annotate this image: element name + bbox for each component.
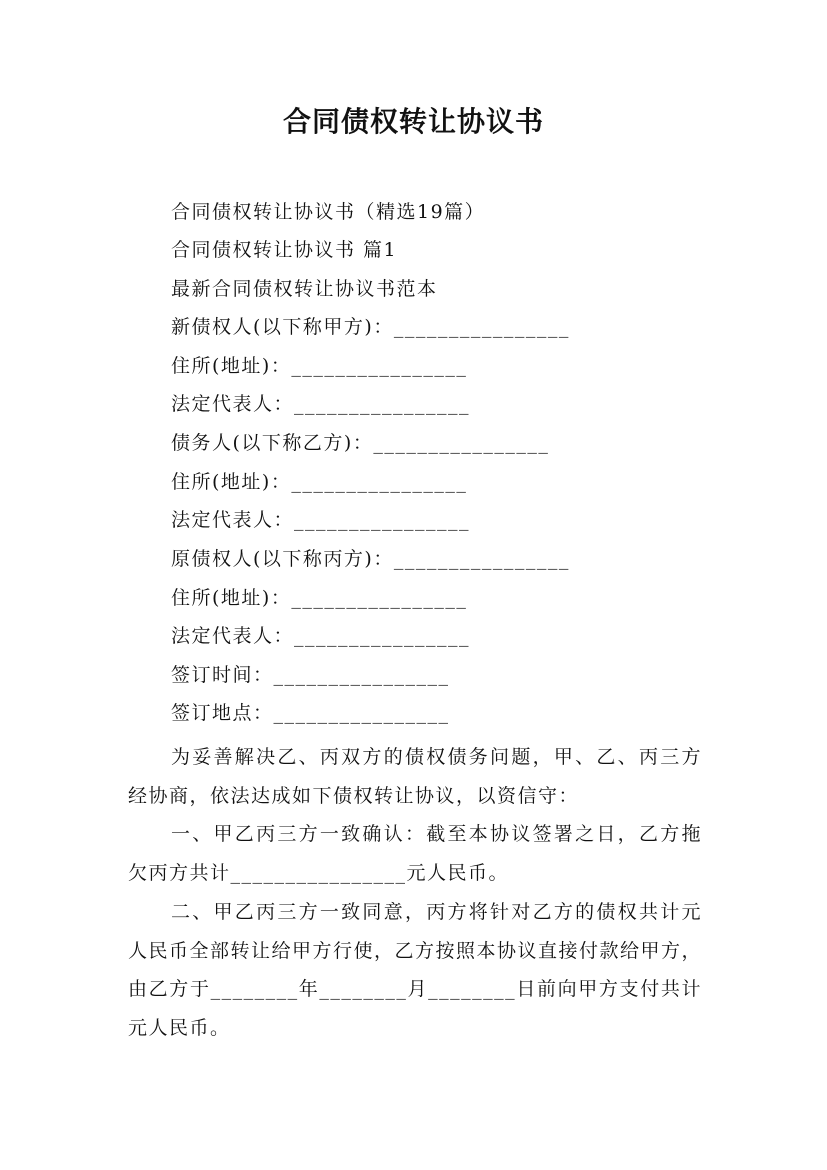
field-signing-place	[171, 701, 450, 725]
fill-blank: ________________	[291, 471, 468, 493]
field-label: 原债权人(以下称丙方)：	[171, 548, 394, 570]
fill-blank: ________________	[273, 664, 450, 686]
field-address-c	[171, 586, 467, 610]
fill-blank: ________________	[291, 355, 468, 377]
line-text: 合同债权转让协议书 篇1	[171, 239, 398, 261]
field-legal-rep-c	[171, 624, 470, 648]
field-label: 住所(地址)：	[171, 587, 292, 609]
field-original-creditor	[171, 547, 570, 571]
line-text: 最新合同债权转让协议书范本	[171, 278, 438, 300]
fill-blank: ________________	[294, 393, 471, 415]
field-address-b	[171, 470, 467, 494]
document-title: 合同债权转让协议书	[282, 105, 544, 138]
field-label: 新债权人(以下称甲方)：	[171, 316, 394, 338]
paragraph-clause-1: 一、甲乙丙三方一致确认：截至本协议签署之日，乙方拖欠丙方共计________________元人民币。	[128, 823, 702, 884]
fill-blank: ________________	[294, 509, 471, 531]
field-legal-rep-b	[171, 508, 470, 532]
document-subtitle	[171, 200, 485, 224]
fill-blank: ________________	[291, 587, 468, 609]
field-address-a	[171, 354, 467, 378]
field-label: 签订地点：	[171, 702, 274, 724]
field-label: 债务人(以下称乙方)：	[171, 432, 374, 454]
field-label: 法定代表人：	[171, 509, 295, 531]
paragraph-clause-2: 二、甲乙丙三方一致同意，丙方将针对乙方的债权共计元人民币全部转让给甲方行使，乙方按照本协议直接付款给甲方，由乙方于________年________月________日前向甲方支付共计元人民币。	[128, 901, 703, 1039]
fill-blank: ________________	[373, 432, 550, 454]
fill-blank: ________________	[294, 625, 471, 647]
field-label: 签订时间：	[171, 664, 274, 686]
field-legal-rep-a	[171, 392, 470, 416]
line-text: 合同债权转让协议书（精选19篇）	[171, 201, 486, 223]
field-new-creditor	[171, 315, 570, 339]
field-signing-time	[171, 663, 450, 687]
fill-blank: ________________	[393, 548, 570, 570]
field-debtor	[171, 431, 549, 455]
fill-blank: ________________	[273, 702, 450, 724]
field-label: 住所(地址)：	[171, 471, 292, 493]
fill-blank: ________________	[393, 316, 570, 338]
paragraph-preamble: 为妥善解决乙、丙双方的债权债务问题，甲、乙、丙三方经协商，依法达成如下债权转让协议，以资信守：	[128, 746, 702, 807]
field-label: 法定代表人：	[171, 625, 295, 647]
section-heading	[171, 238, 397, 262]
template-heading	[171, 277, 438, 301]
field-label: 住所(地址)：	[171, 355, 292, 377]
field-label: 法定代表人：	[171, 393, 295, 415]
